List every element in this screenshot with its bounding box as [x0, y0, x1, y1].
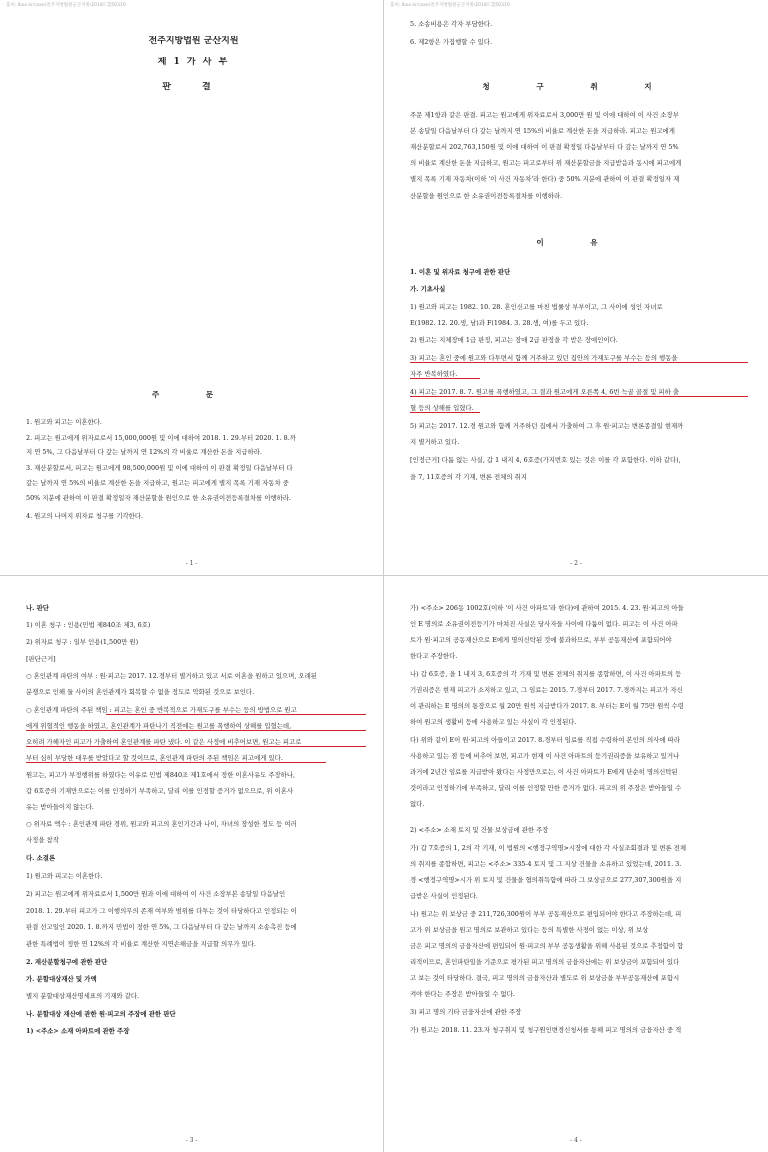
- body-line: 오히려 가해자인 피고가 가출하여 혼인관계를 파탄 냈다. 이 같은 사정에 비추어보면, 원고는 피고로: [26, 738, 302, 746]
- body-line: 사정을 참작: [26, 836, 59, 844]
- order-line: 1. 원고와 피고는 이혼한다.: [26, 418, 102, 426]
- red-underline: [26, 730, 366, 731]
- body-line: 켜야 한다는 주장은 받아들일 수 없다.: [410, 990, 515, 998]
- body-line: 기권리증은 현재 피고가 소지하고 있고, 그 임료는 2015. 7.경부터 2017. 7.경까지는 피고가 자신: [410, 686, 683, 694]
- section-heading: 2. 재산분할청구에 관한 판단: [26, 958, 108, 966]
- page-number: - 3 -: [185, 1137, 198, 1144]
- order-heading: 주 문: [151, 390, 236, 399]
- red-underline: [410, 396, 748, 397]
- order-line: 4. 원고의 나머지 위자료 청구를 기각한다.: [26, 512, 144, 520]
- body-line: 하여 원고의 생활비 등에 사용하고 있는 사실이 각 인정된다.: [410, 718, 577, 726]
- claim-line: 산분할을 원인으로 한 소유권이전등록절차를 이행하라.: [410, 192, 563, 200]
- document-page-1: [0, 0, 384, 576]
- body-line: 유는 받아들이지 않는다.: [26, 803, 94, 811]
- body-line: 가) <주소> 206동 1002호(이하 '이 사건 아파트'라 한다)에 관하여 2015. 4. 23. 원·피고의 아들: [410, 604, 684, 612]
- body-line: 사용하고 있는 점 등에 비추어 보면, 피고가 현재 이 사건 아파트의 등기권리증을 보유하고 있거나: [410, 752, 680, 760]
- body-line: 에게 위협적인 행동을 하였고, 혼인관계가 파탄나기 직전에는 원고를 폭행하여 상해를 입혔는데,: [26, 722, 292, 730]
- claim-line: 주문 제1항과 같은 판결. 피고는 원고에게 위자료로서 3,000만 원 및 이에 대하여 이 사건 소장부: [410, 111, 679, 119]
- body-line: 리적이므로, 혼인파탄일을 기준으로 평가된 피고 명의의 금융자산에는 위 보상금이 포함되어 있다: [410, 958, 680, 966]
- body-line: 3) 피고 명의 기타 금융자산에 관한 주장: [410, 1008, 522, 1016]
- order-line: 5. 소송비용은 각자 부담한다.: [410, 20, 493, 28]
- page-header-source: 출처: lbox.kr/case/전주지방법원군산지원/2018드합50310: [390, 3, 510, 8]
- document-page-2: [384, 0, 768, 576]
- claim-line: 별지 목록 기재 자동차(이하 '이 사건 자동차'라 한다) 중 50% 지분에 관하여 이 판결 확정일자 재: [410, 175, 680, 183]
- section-heading: 가. 분할대상재산 및 가액: [26, 975, 97, 983]
- order-line: 6. 제2항은 가집행할 수 있다.: [410, 38, 493, 46]
- page-number: - 4 -: [570, 1137, 582, 1144]
- section-heading: 다. 소결론: [26, 854, 56, 862]
- body-line: ○ 위자료 액수 : 혼인관계 파탄 경위, 원고와 피고의 혼인기간과 나이, 자녀의 장성한 정도 등 여러: [26, 820, 297, 828]
- body-line: 다) 위와 같이 E이 원·피고의 아들이고 2017. 8.경부터 임료를 직접 수령하여 본인의 의사에 따라: [410, 736, 680, 744]
- document-page-3: [0, 576, 384, 1152]
- body-line: 부터 심히 부당한 대우를 받았다고 할 것이므로, 혼인관계 파탄의 주된 책임은 피고에게 있다.: [26, 754, 283, 762]
- claim-line: 본 송달일 다음날부터 다 갚는 날까지 연 15%의 비율로 계산한 돈을 지급하라. 피고는 원고에게: [410, 127, 675, 135]
- page-number: - 1 -: [185, 560, 198, 567]
- body-line: 고 보는 것이 타당하다. 결국, 피고 명의의 금융자산과 별도로 위 보상금을 부부공동재산에 포함시: [410, 974, 680, 982]
- section-heading: 1) <주소> 소재 아파트에 관한 주장: [26, 1027, 130, 1035]
- fact-line: 자주 반복하였다.: [410, 370, 458, 378]
- fact-line: 을 7, 11호증의 각 기재, 변론 전체의 취지: [410, 473, 527, 481]
- body-line: 갑 6호증의 기재만으로는 이를 인정하기 부족하고, 달리 이를 인정할 증거가 없으므로, 위 이혼사: [26, 787, 294, 795]
- judgment-title: 판 결: [162, 82, 225, 92]
- body-line: 1) 이혼 청구 : 인용(민법 제840조 제3, 6호): [26, 621, 151, 629]
- division-name: 제 1 가 사 부: [157, 57, 230, 67]
- body-line: 고가 위 보상금을 원고 명의로 보관하고 있다는 등의 특별한 사정이 없는 이상, 위 보상: [410, 926, 649, 934]
- fact-line: 2) 원고는 지체장애 1급 판정, 피고는 장애 2급 판정을 각 받은 장애인이다.: [410, 336, 618, 344]
- body-line: 2) <주소> 소재 토지 및 건물 보상금에 관한 주장: [410, 826, 549, 834]
- claim-line: 재산분할로서 202,763,150원 및 이에 대하여 이 판결 확정일 다음날부터 다 갚는 날까지 연 5%: [410, 143, 679, 151]
- section-heading: 1. 이혼 및 위자료 청구에 관한 판단: [410, 268, 511, 276]
- body-line: 경 <행정구역명>시가 위 토지 및 건물을 협의취득함에 따라 그 보상금으로 277,307,300원을 지: [410, 876, 682, 884]
- document-page-4: [384, 576, 768, 1152]
- body-line: 금은 피고 명의의 금융자산에 편입되어 원·피고의 부부 공동생활을 위해 사용된 것으로 추정함이 합: [410, 942, 684, 950]
- order-line: 지 연 5%, 그 다음날부터 다 갚는 날까지 연 12%의 각 비율로 계산한 돈을 지급하라.: [26, 448, 262, 456]
- body-line: 2) 피고는 원고에게 위자료로서 1,500만 원과 이에 대하여 이 사건 소장부본 송달일 다음날인: [26, 890, 286, 898]
- fact-line: 1) 원고와 피고는 1982. 10. 28. 혼인신고를 마친 법률상 부부이고, 그 사이에 성인 자녀로: [410, 303, 663, 311]
- body-line: 분쟁으로 인해 둘 사이의 혼인관계가 회복할 수 없을 정도로 악화된 것으로 보인다.: [26, 688, 255, 696]
- page-number: - 2 -: [570, 560, 582, 567]
- order-line: 2. 피고는 원고에게 위자료로서 15,000,000원 및 이에 대하여 2018. 1. 29.부터 2020. 1. 8.까: [26, 434, 296, 442]
- body-line: 원고는, 피고가 부정행위를 하였다는 이유로 민법 제840조 제1호에서 정한 이혼사유도 주장하나,: [26, 771, 296, 779]
- body-line: 없다.: [410, 800, 425, 808]
- body-line: 한다고 주장한다.: [410, 652, 458, 660]
- fact-line: 3) 피고는 혼인 중에 원고와 다투면서 함께 거주하고 있던 집안의 가재도구를 부수는 등의 행동을: [410, 354, 678, 362]
- claim-line: 의 비율로 계산한 돈을 지급하고, 원고는 피고로부터 위 재산분할금을 지급받음과 동시에 피고에게: [410, 159, 682, 167]
- fact-line: 4) 피고는 2017. 8. 7. 원고를 폭행하였고, 그 결과 원고에게 오른쪽 4, 6번 늑골 골절 및 피하 출: [410, 388, 679, 396]
- order-line: 갚는 날까지 연 5%의 비율로 계산한 돈을 지급하고, 원고는 피고에게 별지 목록 기재 자동차 중: [26, 479, 289, 487]
- red-underline: [410, 362, 748, 363]
- fact-line: 5) 피고는 2017. 12.경 원고와 함께 거주하던 집에서 가출하여 그 후 원·피고는 변론종결일 현재까: [410, 422, 684, 430]
- body-line: 급받은 사실이 인정된다.: [410, 892, 478, 900]
- body-line: 이 관리하는 E 명의의 통장으로 월 20만 원씩 지급받다가 2017. 8. 부터는 E이 월 75만 원씩 수령: [410, 702, 684, 710]
- page-header-source: 출처: lbox.kr/case/전주지방법원군산지원/2018드합50310: [6, 3, 126, 8]
- body-line: [판단근거]: [26, 655, 56, 663]
- section-heading: 나. 분할대상 재산에 관한 원·피고의 주장에 관한 판단: [26, 1010, 176, 1018]
- body-line: 나) 갑 6호증, 을 1 내지 3, 6호증의 각 기재 및 변론 전체의 취지를 종합하면, 이 사건 아파트의 등: [410, 670, 682, 678]
- fact-line: 지 별거하고 있다.: [410, 438, 460, 446]
- body-line: 가) 갑 7호증의 1, 2의 각 기재, 이 법원의 <행정구역명>시장에 대한 각 사실조회결과 및 변론 전체: [410, 844, 686, 852]
- body-line: ○ 혼인관계 파탄의 여부 : 원·피고는 2017. 12.경부터 별거하고 있고 서로 이혼을 원하고 있으며, 오래된: [26, 672, 317, 680]
- reason-heading: 이 유: [536, 238, 620, 247]
- body-line: 관한 특례법이 정한 연 12%의 각 비율로 계산한 지연손해금을 지급할 의무가 있다.: [26, 940, 256, 948]
- body-line: 의 취지를 종합하면, 피고는 <주소> 335-4 토지 및 그 지상 건물을 소유하고 있었는데, 2011. 3.: [410, 860, 682, 868]
- body-line: 1) 원고와 피고는 이혼한다.: [26, 872, 103, 880]
- body-line: 나) 원고는 위 보상금 중 211,726,300원이 부부 공동재산으로 편입되어야 한다고 주장하는데, 피: [410, 910, 682, 918]
- body-line: ○ 혼인관계 파탄의 주된 책임 : 피고는 혼인 중 반복적으로 가재도구를 부수는 등의 방법으로 원고: [26, 706, 297, 714]
- red-underline: [26, 746, 366, 747]
- red-underline: [410, 412, 480, 413]
- body-line: 2018. 1. 29.부터 피고가 그 이행의무의 존재 여부와 범위를 다투는 것이 타당하다고 인정되는 이: [26, 907, 297, 915]
- fact-line: 혈 등의 상해를 입혔다.: [410, 404, 474, 412]
- red-underline: [410, 378, 480, 379]
- court-name: 전주지방법원 군산지원: [148, 36, 239, 46]
- body-line: 판결 선고일인 2020. 1. 8.까지 민법이 정한 연 5%, 그 다음날부터 다 갚는 날까지 소송촉진 등에: [26, 923, 297, 931]
- body-line: 트가 원·피고의 공동재산으로 E에게 명의신탁된 것에 불과하므로, 부부 공동재산에 포함되어야: [410, 636, 672, 644]
- section-heading: 나. 판단: [26, 604, 49, 612]
- body-line: 인 E 명의로 소유권이전등기가 마쳐진 사실은 당사자들 사이에 다툼이 없다. 피고는 이 사건 아파: [410, 620, 678, 628]
- body-line: 것이라고 인정하기에 부족하고, 달리 이를 인정할 만한 증거가 없다. 피고의 위 주장은 받아들일 수: [410, 784, 682, 792]
- claim-heading: 청 구 취 지: [482, 82, 674, 91]
- body-line: 별지 분할대상재산명세표의 기재와 같다.: [26, 992, 140, 1000]
- red-underline: [26, 762, 326, 763]
- red-underline: [106, 714, 366, 715]
- section-heading: 가. 기초사실: [410, 285, 446, 293]
- fact-line: E(1982. 12. 20.생, 남)과 F(1984. 3. 28.생, 여)를 두고 있다.: [410, 319, 589, 327]
- order-line: 3. 재산분할로서, 피고는 원고에게 98,500,000원 및 이에 대하여 이 판결 확정일 다음날부터 다: [26, 464, 293, 472]
- body-line: 2) 위자료 청구 : 일부 인용(1,500만 원): [26, 638, 139, 646]
- body-line: 과거에 2년간 임료를 지급받아 왔다는 사정만으로는, 이 사건 아파트가 E에게 단순히 명의신탁된: [410, 768, 678, 776]
- body-line: 가) 원고는 2018. 11. 23.자 청구취지 및 청구원인변경신청서를 통해 피고 명의의 금융자산 중 적: [410, 1026, 682, 1034]
- order-line: 50% 지분에 관하여 이 판결 확정일자 재산분할을 원인으로 한 소유권이전등록절차를 이행하라.: [26, 494, 291, 502]
- fact-line: [인정근거] 다툼 없는 사실, 갑 1 내지 4, 6호증(가지번호 있는 것은 이를 각 포함한다. 이하 같다),: [410, 456, 681, 464]
